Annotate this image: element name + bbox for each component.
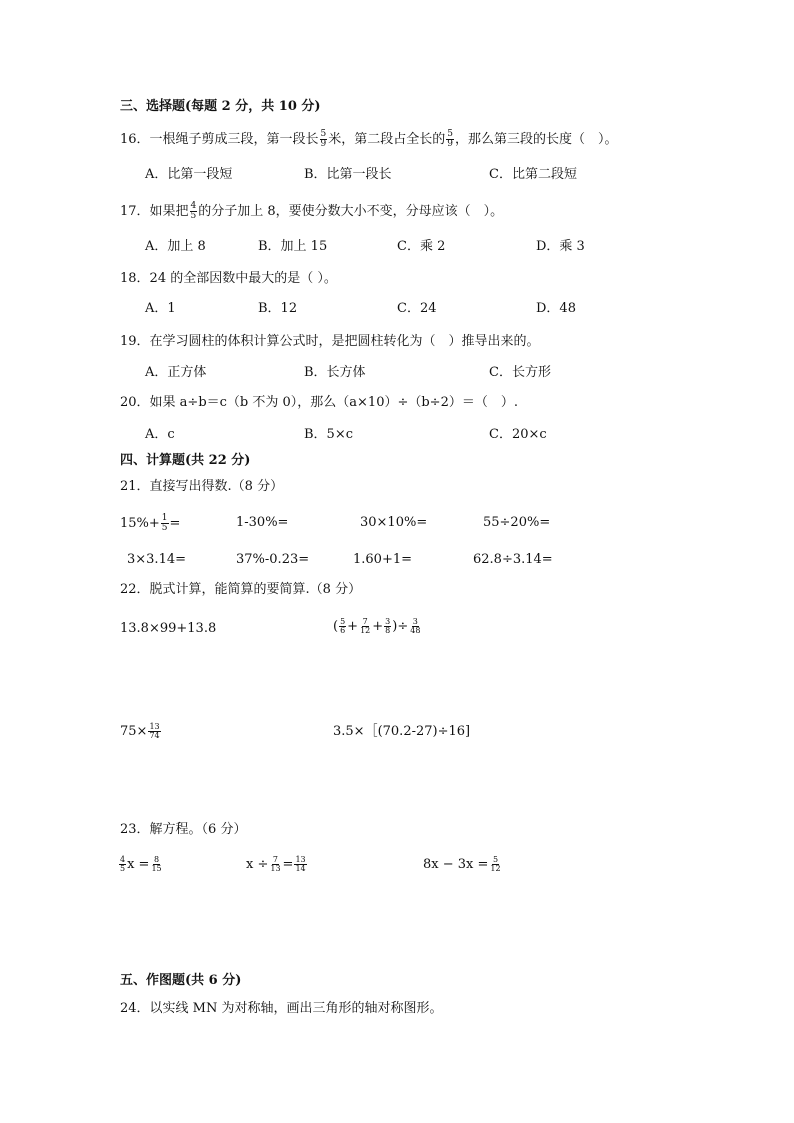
q22-expr2-open: ( <box>333 619 339 634</box>
q23-equation-1 <box>118 856 164 874</box>
q23-eq1-mid: x = <box>127 857 150 872</box>
q16-fraction-2 <box>446 130 454 149</box>
q23-eq2-f2-num: 13 <box>295 855 306 864</box>
q22-expr3-fraction <box>148 723 160 740</box>
q17-text-1: 17．如果把 <box>120 204 189 219</box>
q20-option-b: B．5×c <box>304 427 353 442</box>
q17-text-2: 的分子加上 8，要使分数大小不变，分母应该（ ）。 <box>198 204 504 219</box>
q23-eq2-frac-1 <box>269 856 281 873</box>
question-24-stem: 24．以实线 MN 为对称轴，画出三角形的轴对称图形。 <box>120 1001 443 1016</box>
q21-item-8: 62.8÷3.14= <box>473 552 553 567</box>
q17-frac-num: 4 <box>190 201 197 211</box>
q22-f3-den: 8 <box>385 626 391 635</box>
q22-expression-3 <box>120 723 162 741</box>
question-16-stem <box>120 130 618 149</box>
q17-fraction <box>190 202 198 221</box>
q22-expr3-num: 13 <box>149 722 160 731</box>
q21-item-3: 30×10%= <box>360 515 428 530</box>
q16-frac1-den: 9 <box>320 139 327 149</box>
q22-f2-den: 12 <box>360 626 371 635</box>
q16-text-3: ，那么第三段的长度（ ）。 <box>455 132 618 147</box>
question-23-stem: 23．解方程。（6 分） <box>120 822 247 837</box>
q22-expr2-plus-2: + <box>372 619 384 634</box>
q16-frac2-den: 9 <box>447 139 454 149</box>
q23-eq1-f1-num: 4 <box>120 855 126 864</box>
q16-fraction-1 <box>320 130 328 149</box>
q21-item-6: 37%-0.23= <box>236 552 310 567</box>
section-4-title: 四、计算题(共 22 分) <box>120 453 251 468</box>
q23-equation-3 <box>423 856 503 874</box>
question-21-stem: 21．直接写出得数.（8 分） <box>120 479 284 494</box>
q23-eq2-mid: = <box>282 857 294 872</box>
q17-option-d: D．乘 3 <box>536 239 585 254</box>
q17-frac-den: 5 <box>190 211 197 221</box>
q18-option-b: B．12 <box>258 301 298 316</box>
q22-expression-4: 3.5×［(70.2-27)÷16] <box>333 724 471 739</box>
q21-item-5: 3×3.14= <box>127 552 187 567</box>
q22-expr3-den: 74 <box>149 731 160 740</box>
q22-f1-num: 5 <box>340 617 346 626</box>
q21-item1-fraction <box>161 514 169 533</box>
question-18-stem: 18．24 的全部因数中最大的是（ ）。 <box>120 271 337 286</box>
q22-f4-den: 48 <box>410 626 421 635</box>
q23-eq1-frac-1 <box>119 856 126 873</box>
q16-option-c: C．比第二段短 <box>489 167 577 182</box>
q18-option-c: C．24 <box>397 301 437 316</box>
q16-text-1: 16．一根绳子剪成三段，第一段长 <box>120 132 319 147</box>
q23-eq2-frac-2 <box>294 856 306 873</box>
q21-item-7: 1.60+1= <box>353 552 413 567</box>
q19-option-a: A．正方体 <box>145 365 207 380</box>
q22-expr2-frac-4 <box>409 618 421 635</box>
q19-option-c: C．长方形 <box>489 365 551 380</box>
q22-expression-2 <box>333 618 422 636</box>
question-22-stem: 22．脱式计算，能简算的要简算.（8 分） <box>120 582 362 597</box>
q22-f3-num: 3 <box>385 617 391 626</box>
q16-option-b: B．比第一段长 <box>304 167 392 182</box>
q23-eq3-pre: 8x − 3x = <box>423 857 489 872</box>
q23-eq1-f2-num: 8 <box>154 855 160 864</box>
q18-option-a: A．1 <box>145 301 176 316</box>
q19-option-b: B．长方体 <box>304 365 366 380</box>
q23-eq3-den: 12 <box>490 864 501 873</box>
q23-equation-2 <box>246 856 308 874</box>
section-5-title: 五、作图题(共 6 分) <box>120 973 242 988</box>
q22-f1-den: 6 <box>340 626 346 635</box>
q20-option-c: C．20×c <box>489 427 547 442</box>
q22-expr3-prefix: 75× <box>120 724 148 739</box>
q23-eq3-num: 5 <box>492 855 499 864</box>
q21-item-4: 55÷20%= <box>483 515 551 530</box>
q22-expr2-frac-3 <box>384 618 391 635</box>
q23-eq3-fraction <box>489 856 501 873</box>
q23-eq2-pre: x ÷ <box>246 857 269 872</box>
q16-text-2: 米，第二段占全长的 <box>328 132 446 147</box>
question-19-stem: 19．在学习圆柱的体积计算公式时，是把圆柱转化为（ ）推导出来的。 <box>120 334 540 349</box>
q22-expr2-close: )÷ <box>392 619 409 634</box>
q16-frac1-num: 5 <box>320 129 327 139</box>
q21-frac-num: 1 <box>161 513 168 523</box>
section-3-title: 三、选择题(每题 2 分，共 10 分) <box>120 99 321 114</box>
q17-option-c: C．乘 2 <box>397 239 446 254</box>
q21-item-2: 1-30%= <box>236 515 289 530</box>
q22-expr2-plus-1: + <box>347 619 359 634</box>
q21-item1-suffix: = <box>169 516 181 531</box>
q23-eq2-f1-num: 7 <box>272 855 278 864</box>
q16-option-a: A．比第一段短 <box>145 167 233 182</box>
q16-frac2-num: 5 <box>447 129 454 139</box>
question-20-stem: 20．如果 a÷b＝c（b 不为 0），那么（a×10）÷（b÷2）＝（ ）. <box>120 395 518 410</box>
q22-f4-num: 3 <box>412 617 418 626</box>
q23-eq1-frac-2 <box>150 856 162 873</box>
q23-eq2-f1-den: 13 <box>270 864 281 873</box>
q21-item1-prefix: 15%+ <box>120 516 160 531</box>
q22-expr2-frac-2 <box>359 618 371 635</box>
q20-option-a: A．c <box>145 427 175 442</box>
q17-option-b: B．加上 15 <box>258 239 328 254</box>
q21-frac-den: 5 <box>161 523 168 533</box>
q22-f2-num: 7 <box>362 617 368 626</box>
q23-eq2-f2-den: 14 <box>295 864 306 873</box>
q23-eq1-f2-den: 15 <box>151 864 162 873</box>
q23-eq1-f1-den: 5 <box>120 864 126 873</box>
q22-expr2-frac-1 <box>339 618 346 635</box>
question-17-stem <box>120 202 503 221</box>
q18-option-d: D．48 <box>536 301 576 316</box>
q22-expression-1: 13.8×99+13.8 <box>120 621 217 636</box>
q17-option-a: A．加上 8 <box>145 239 206 254</box>
q21-item-1 <box>120 514 180 533</box>
